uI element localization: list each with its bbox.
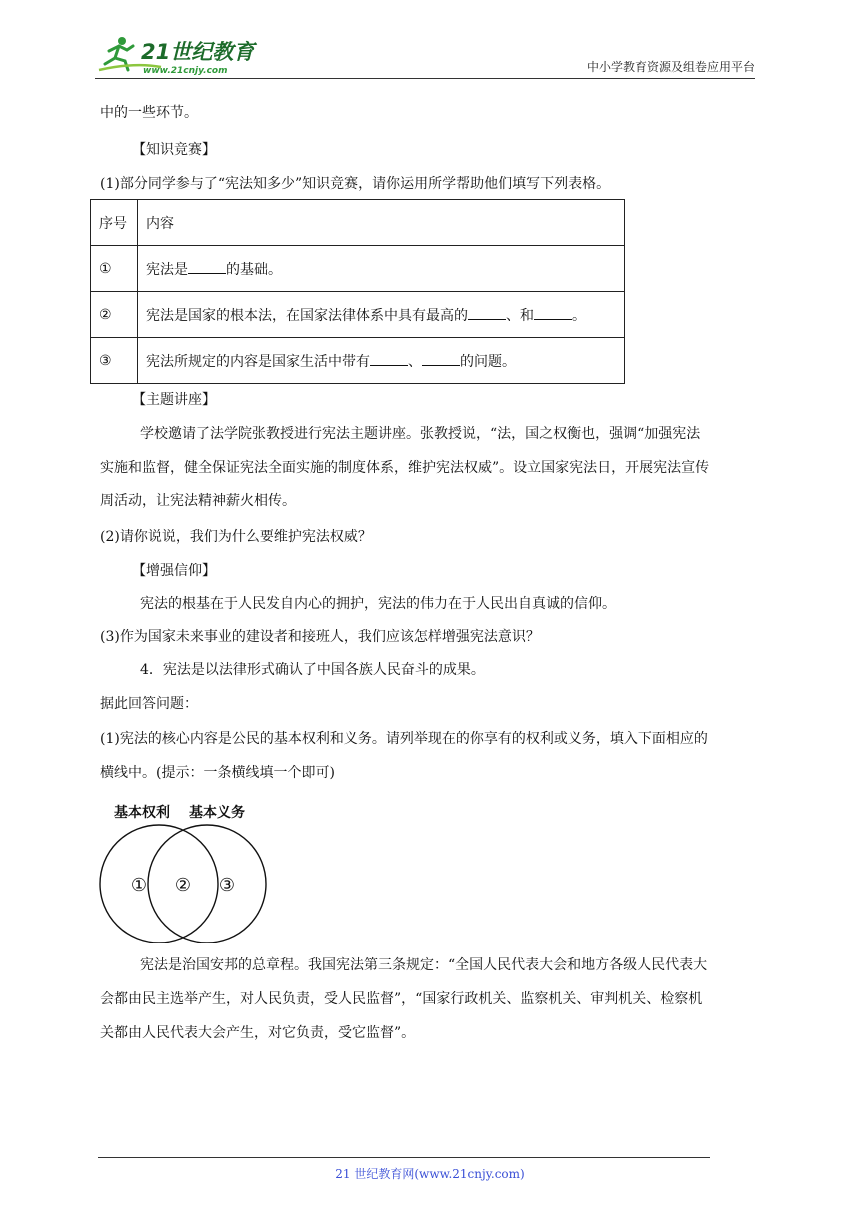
venn-label-rights: 基本权利	[114, 805, 170, 821]
fill-blank[interactable]	[422, 352, 460, 366]
table-header-row	[91, 200, 625, 246]
fill-blank[interactable]	[534, 306, 572, 320]
question-2: (2)请你说说，我们为什么要维护宪法权威？	[100, 529, 372, 545]
row-text: 、	[408, 353, 422, 370]
answer-table	[90, 199, 625, 384]
row-number: ①	[91, 246, 138, 292]
text-line: 中的一些环节。	[100, 105, 198, 121]
paragraph-line: 宪法是治国安邦的总章程。我国宪法第三条规定：“全国人民代表大会和地方各级人民代表大	[140, 957, 708, 973]
row-text: 。	[572, 307, 586, 324]
footer-text[interactable]: 21 世纪教育网(www.21cnjy.com)	[335, 1167, 525, 1181]
row-text: 的问题。	[460, 353, 516, 370]
row-content	[138, 338, 625, 384]
fill-blank[interactable]	[188, 260, 226, 274]
question-4-1: (1)宪法的核心内容是公民的基本权利和义务。请列举现在的你享有的权利或义务，填入下面相应的	[100, 731, 708, 747]
paragraph-line: 关都由人民代表大会产生，对它负责，受它监督”。	[100, 1025, 416, 1041]
lecture-line: 实施和监督，健全保证宪法全面实施的制度体系，维护宪法权威”。设立国家宪法日，开展宪法宣传	[100, 460, 710, 476]
row-text: 宪法是	[146, 261, 188, 278]
section-title-lecture: 【主题讲座】	[132, 392, 216, 408]
venn-circle-left	[100, 825, 218, 943]
faith-text: 宪法的根基在于人民发自内心的拥护，宪法的伟力在于人民出自真诚的信仰。	[140, 596, 616, 612]
section-title-knowledge: 【知识竞赛】	[132, 142, 216, 158]
lecture-line: 学校邀请了法学院张教授进行宪法主题讲座。张教授说，“法，国之权衡也，强调“加强宪法	[140, 426, 701, 442]
table-row	[91, 292, 625, 338]
row-text: 宪法是国家的根本法，在国家法律体系中具有最高的	[146, 307, 468, 324]
row-content	[138, 246, 625, 292]
venn-mark-3: ③	[218, 875, 236, 896]
item-4: 4．宪法是以法律形式确认了中国各族人民奋斗的成果。	[140, 662, 485, 678]
logo-text: 21世纪教育	[141, 40, 255, 64]
venn-label-duties: 基本义务	[189, 805, 245, 821]
row-content	[138, 292, 625, 338]
logo-21cnjy	[95, 34, 265, 76]
page-header	[95, 30, 755, 79]
table-header-cell: 序号	[91, 200, 138, 246]
table-row	[91, 246, 625, 292]
row-text: 、和	[506, 307, 534, 324]
fill-blank[interactable]	[468, 306, 506, 320]
venn-mark-1: ①	[130, 875, 148, 896]
venn-circle-right	[148, 825, 266, 943]
venn-diagram	[97, 798, 272, 943]
row-text: 的基础。	[226, 261, 282, 278]
fill-blank[interactable]	[370, 352, 408, 366]
question-1: (1)部分同学参与了“宪法知多少”知识竞赛，请你运用所学帮助他们填写下列表格。	[100, 176, 611, 192]
row-text: 宪法所规定的内容是国家生活中带有	[146, 353, 370, 370]
table-row	[91, 338, 625, 384]
lecture-line: 周活动，让宪法精神薪火相传。	[100, 493, 296, 509]
header-platform-text: 中小学教育资源及组卷应用平台	[586, 60, 755, 74]
question-4-1-cont: 横线中。(提示：一条横线填一个即可)	[100, 765, 335, 781]
answer-prompt: 据此回答问题：	[100, 696, 198, 712]
paragraph-line: 会都由民主选举产生，对人民负责，受人民监督”，“国家行政机关、监察机关、审判机关、检察机	[100, 991, 703, 1007]
question-3: (3)作为国家未来事业的建设者和接班人，我们应该怎样增强宪法意识？	[100, 629, 540, 645]
table-header-cell: 内容	[138, 200, 625, 246]
row-number: ②	[91, 292, 138, 338]
section-title-faith: 【增强信仰】	[132, 563, 216, 579]
row-number: ③	[91, 338, 138, 384]
footer-divider	[98, 1157, 710, 1158]
venn-mark-2: ②	[174, 875, 192, 896]
logo-url: www.21cnjy.com	[143, 66, 228, 76]
